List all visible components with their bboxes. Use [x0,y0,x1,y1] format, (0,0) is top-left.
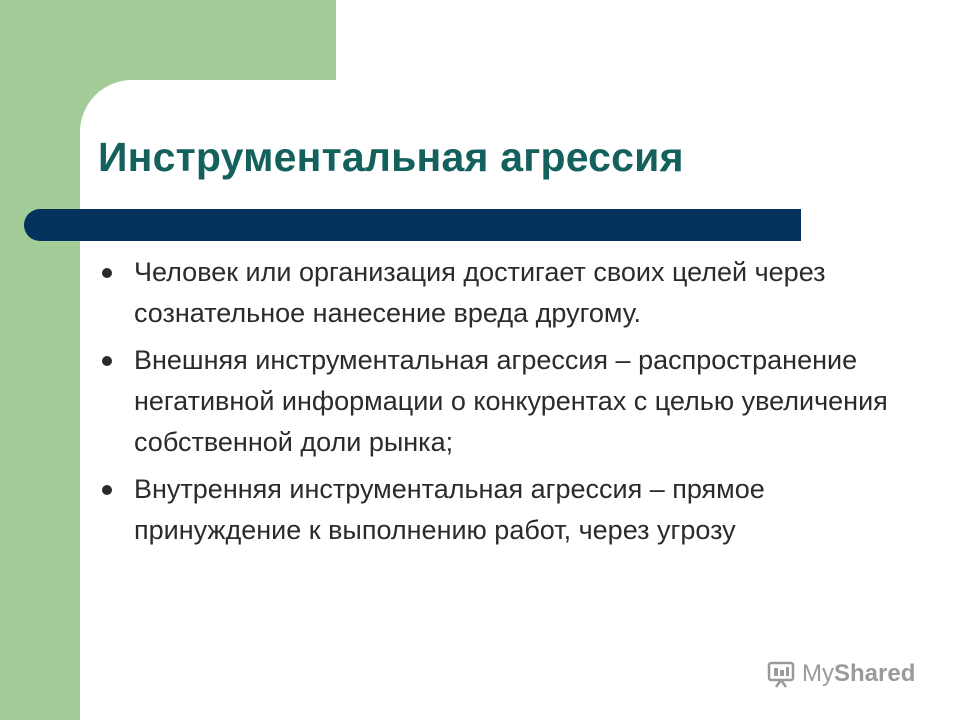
bullet-dot-icon [102,268,112,278]
bullet-list [100,252,890,557]
watermark-text [802,660,915,688]
slide-title: Инструментальная агрессия [98,134,684,180]
bullet-item [100,340,890,463]
title-underline-bar [24,209,801,241]
bullet-dot-icon [102,485,112,495]
bullet-item [100,469,890,551]
bullet-text: Внутренняя инструментальная агрессия – прямое принуждение к выполнению работ, через угрозу [134,474,765,545]
bullet-item [100,252,890,334]
bullet-text: Человек или организация достигает своих целей через сознательное нанесение вреда другому. [134,257,826,328]
watermark-brand: Shared [834,660,916,687]
presentation-board-icon [766,659,796,689]
decorative-green-strip [0,0,80,720]
myshared-watermark [766,656,915,692]
bullet-text: Внешняя инструментальная агрессия – распространение негативной информации о конкурентах с целью увеличения собственной доли рынка; [134,345,888,457]
bullet-dot-icon [102,356,112,366]
watermark-prefix: My [802,660,834,687]
